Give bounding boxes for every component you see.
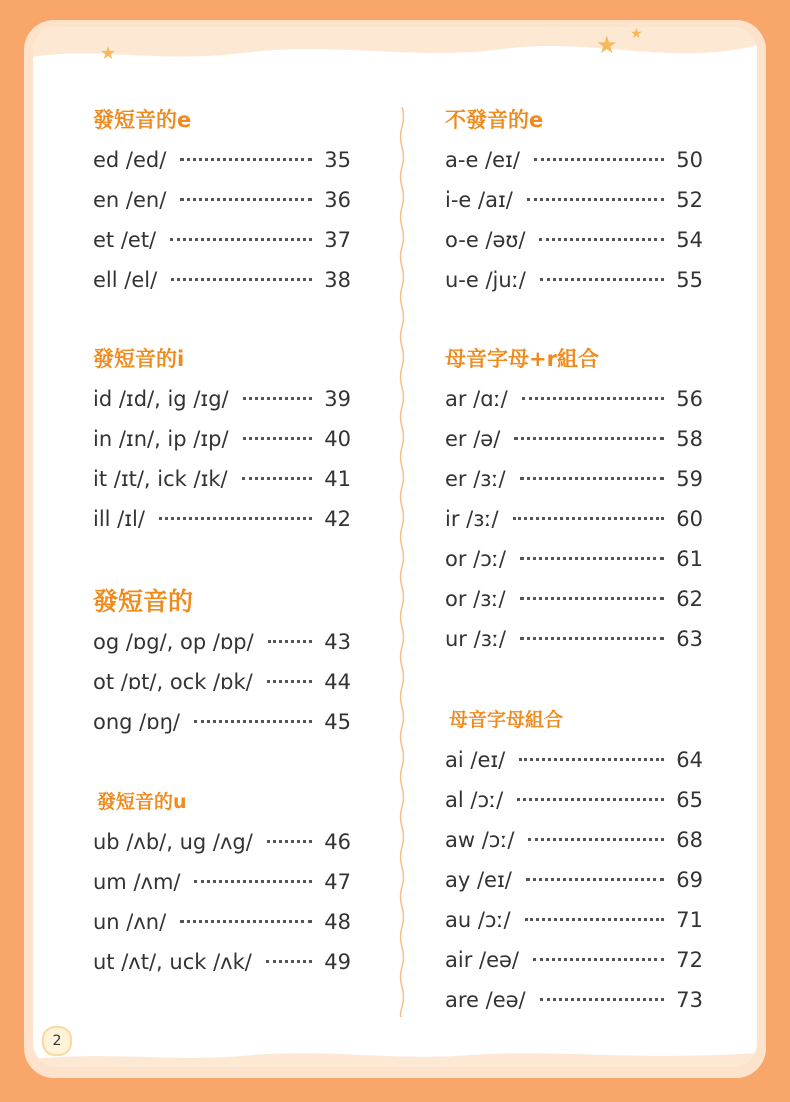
toc-entry[interactable]	[445, 820, 703, 860]
toc-entry[interactable]	[445, 980, 703, 1020]
toc-entry[interactable]	[445, 379, 703, 419]
entry-label: are /eə/	[445, 988, 526, 1012]
section-heading: 不發音的e	[445, 108, 544, 132]
toc-entry[interactable]	[445, 539, 703, 579]
entry-label: u-e /juː/	[445, 268, 526, 292]
toc-entry[interactable]	[93, 220, 351, 260]
column-divider	[399, 107, 405, 1017]
dot-leader	[194, 880, 312, 883]
toc-entry[interactable]	[445, 619, 703, 659]
entry-label: ill /ɪl/	[93, 507, 145, 531]
entry-page-number: 47	[324, 870, 351, 894]
dot-leader	[194, 720, 312, 723]
entry-page-number: 52	[676, 188, 703, 212]
entry-page-number: 59	[676, 467, 703, 491]
entry-page-number: 48	[324, 910, 351, 934]
page-number: 2	[42, 1026, 72, 1056]
dot-leader	[268, 640, 313, 643]
entry-page-number: 37	[324, 228, 351, 252]
entry-label: er /ɜː/	[445, 467, 506, 491]
dot-leader	[243, 437, 313, 440]
dot-leader	[267, 840, 312, 843]
entry-label: i-e /aɪ/	[445, 188, 513, 212]
toc-entry[interactable]	[93, 419, 351, 459]
toc-entry[interactable]	[445, 780, 703, 820]
toc-entry[interactable]	[93, 180, 351, 220]
toc-entry[interactable]	[93, 902, 351, 942]
dot-leader	[180, 198, 312, 201]
entry-page-number: 72	[676, 948, 703, 972]
toc-section	[445, 100, 703, 300]
entry-page-number: 38	[324, 268, 351, 292]
entry-label: al /ɔː/	[445, 788, 504, 812]
entry-label: ut /ʌt/, uck /ʌk/	[93, 950, 252, 974]
entry-label: ed /ed/	[93, 148, 167, 172]
dot-leader	[513, 517, 665, 520]
entry-page-number: 65	[676, 788, 703, 812]
dot-leader	[243, 397, 313, 400]
entry-label: or /ɔː/	[445, 547, 506, 571]
bottom-wave-decoration	[33, 1047, 757, 1067]
section-heading: 母音字母組合	[449, 709, 564, 731]
entry-label: ell /el/	[93, 268, 158, 292]
toc-entry[interactable]	[93, 862, 351, 902]
entry-page-number: 60	[676, 507, 703, 531]
section-heading: 發短音的u	[97, 791, 187, 813]
dot-leader	[520, 477, 665, 480]
toc-section	[93, 582, 351, 742]
toc-section	[93, 782, 351, 982]
dot-leader	[267, 680, 313, 683]
dot-leader	[525, 918, 665, 921]
entry-label: og /ɒg/, op /ɒp/	[93, 630, 254, 654]
section-heading: 發短音的	[93, 587, 194, 616]
dot-leader	[171, 278, 312, 281]
entry-label: ot /ɒt/, ock /ɒk/	[93, 670, 253, 694]
entry-page-number: 69	[676, 868, 703, 892]
entry-label: a-e /eɪ/	[445, 148, 520, 172]
entry-label: ub /ʌb/, ug /ʌg/	[93, 830, 253, 854]
toc-section	[93, 100, 351, 300]
dot-leader	[514, 437, 664, 440]
dot-leader	[519, 758, 664, 761]
entry-page-number: 58	[676, 427, 703, 451]
entry-label: um /ʌm/	[93, 870, 181, 894]
entry-label: it /ɪt/, ick /ɪk/	[93, 467, 228, 491]
entry-label: en /en/	[93, 188, 167, 212]
toc-section	[93, 339, 351, 539]
toc-entry[interactable]	[445, 860, 703, 900]
toc-entry[interactable]	[93, 702, 351, 742]
content-panel	[33, 27, 757, 1067]
dot-leader	[159, 517, 312, 520]
entry-label: ur /ɜː/	[445, 627, 507, 651]
entry-page-number: 41	[324, 467, 351, 491]
entry-label: id /ɪd/, ig /ɪg/	[93, 387, 229, 411]
section-heading: 發短音的i	[93, 347, 185, 371]
dot-leader	[540, 278, 664, 281]
entry-page-number: 39	[324, 387, 351, 411]
entry-page-number: 46	[324, 830, 351, 854]
toc-entry[interactable]	[93, 622, 351, 662]
entry-label: ai /eɪ/	[445, 748, 506, 772]
entry-page-number: 49	[324, 950, 351, 974]
entry-label: in /ɪn/, ip /ɪp/	[93, 427, 229, 451]
toc-entry[interactable]	[93, 662, 351, 702]
toc-entry[interactable]	[93, 140, 351, 180]
entry-page-number: 44	[324, 670, 351, 694]
entry-label: ong /ɒŋ/	[93, 710, 180, 734]
toc-entry[interactable]	[93, 942, 351, 982]
entry-page-number: 62	[676, 587, 703, 611]
entry-label: aw /ɔː/	[445, 828, 515, 852]
entry-label: ir /ɜː/	[445, 507, 499, 531]
toc-entry[interactable]	[445, 940, 703, 980]
dot-leader	[180, 920, 312, 923]
entry-page-number: 42	[324, 507, 351, 531]
entry-label: un /ʌn/	[93, 910, 167, 934]
toc-entry[interactable]	[445, 579, 703, 619]
section-heading: 母音字母+r組合	[445, 347, 599, 371]
toc-entry[interactable]	[445, 499, 703, 539]
dot-leader	[520, 557, 664, 560]
entry-label: au /ɔː/	[445, 908, 511, 932]
dot-leader	[540, 998, 665, 1001]
entry-page-number: 68	[676, 828, 703, 852]
toc-entry[interactable]	[445, 140, 703, 180]
entry-page-number: 55	[676, 268, 703, 292]
dot-leader	[526, 878, 664, 881]
entry-page-number: 43	[324, 630, 351, 654]
entry-page-number: 36	[324, 188, 351, 212]
entry-page-number: 56	[676, 387, 703, 411]
toc-entry[interactable]	[445, 740, 703, 780]
entry-page-number: 40	[324, 427, 351, 451]
entry-page-number: 63	[676, 627, 703, 651]
toc-entry[interactable]	[93, 822, 351, 862]
toc-entry[interactable]	[445, 900, 703, 940]
dot-leader	[539, 238, 664, 241]
entry-page-number: 71	[676, 908, 703, 932]
star-icon: ★	[596, 31, 618, 59]
dot-leader	[242, 477, 313, 480]
toc-section	[445, 339, 703, 659]
toc-entry[interactable]	[93, 379, 351, 419]
entry-label: ay /eɪ/	[445, 868, 512, 892]
dot-leader	[266, 960, 312, 963]
dot-leader	[520, 597, 665, 600]
toc-section	[445, 700, 703, 1020]
star-icon: ★	[630, 27, 643, 42]
dot-leader	[527, 198, 664, 201]
section-heading: 發短音的e	[93, 108, 192, 132]
entry-label: air /eə/	[445, 948, 520, 972]
entry-label: ar /ɑː/	[445, 387, 508, 411]
dot-leader	[170, 238, 312, 241]
entry-label: er /ə/	[445, 427, 501, 451]
top-wave-decoration	[33, 27, 757, 87]
entry-page-number: 50	[676, 148, 703, 172]
dot-leader	[517, 798, 664, 801]
toc-entry[interactable]	[445, 260, 703, 300]
entry-page-number: 45	[324, 710, 351, 734]
entry-label: or /ɜː/	[445, 587, 506, 611]
star-icon: ★	[100, 43, 117, 64]
toc-entry[interactable]	[445, 419, 703, 459]
toc-entry[interactable]	[445, 180, 703, 220]
toc-entry[interactable]	[445, 459, 703, 499]
toc-entry[interactable]	[93, 260, 351, 300]
toc-entry[interactable]	[445, 220, 703, 260]
dot-leader	[520, 637, 664, 640]
toc-entry[interactable]	[93, 499, 351, 539]
dot-leader	[533, 958, 664, 961]
entry-label: et /et/	[93, 228, 157, 252]
entry-label: o-e /əʊ/	[445, 228, 526, 252]
entry-page-number: 54	[676, 228, 703, 252]
dot-leader	[534, 158, 664, 161]
entry-page-number: 61	[676, 547, 703, 571]
toc-entry[interactable]	[93, 459, 351, 499]
entry-page-number: 64	[676, 748, 703, 772]
dot-leader	[522, 397, 665, 400]
dot-leader	[180, 158, 312, 161]
entry-page-number: 35	[324, 148, 351, 172]
entry-page-number: 73	[676, 988, 703, 1012]
dot-leader	[528, 838, 664, 841]
